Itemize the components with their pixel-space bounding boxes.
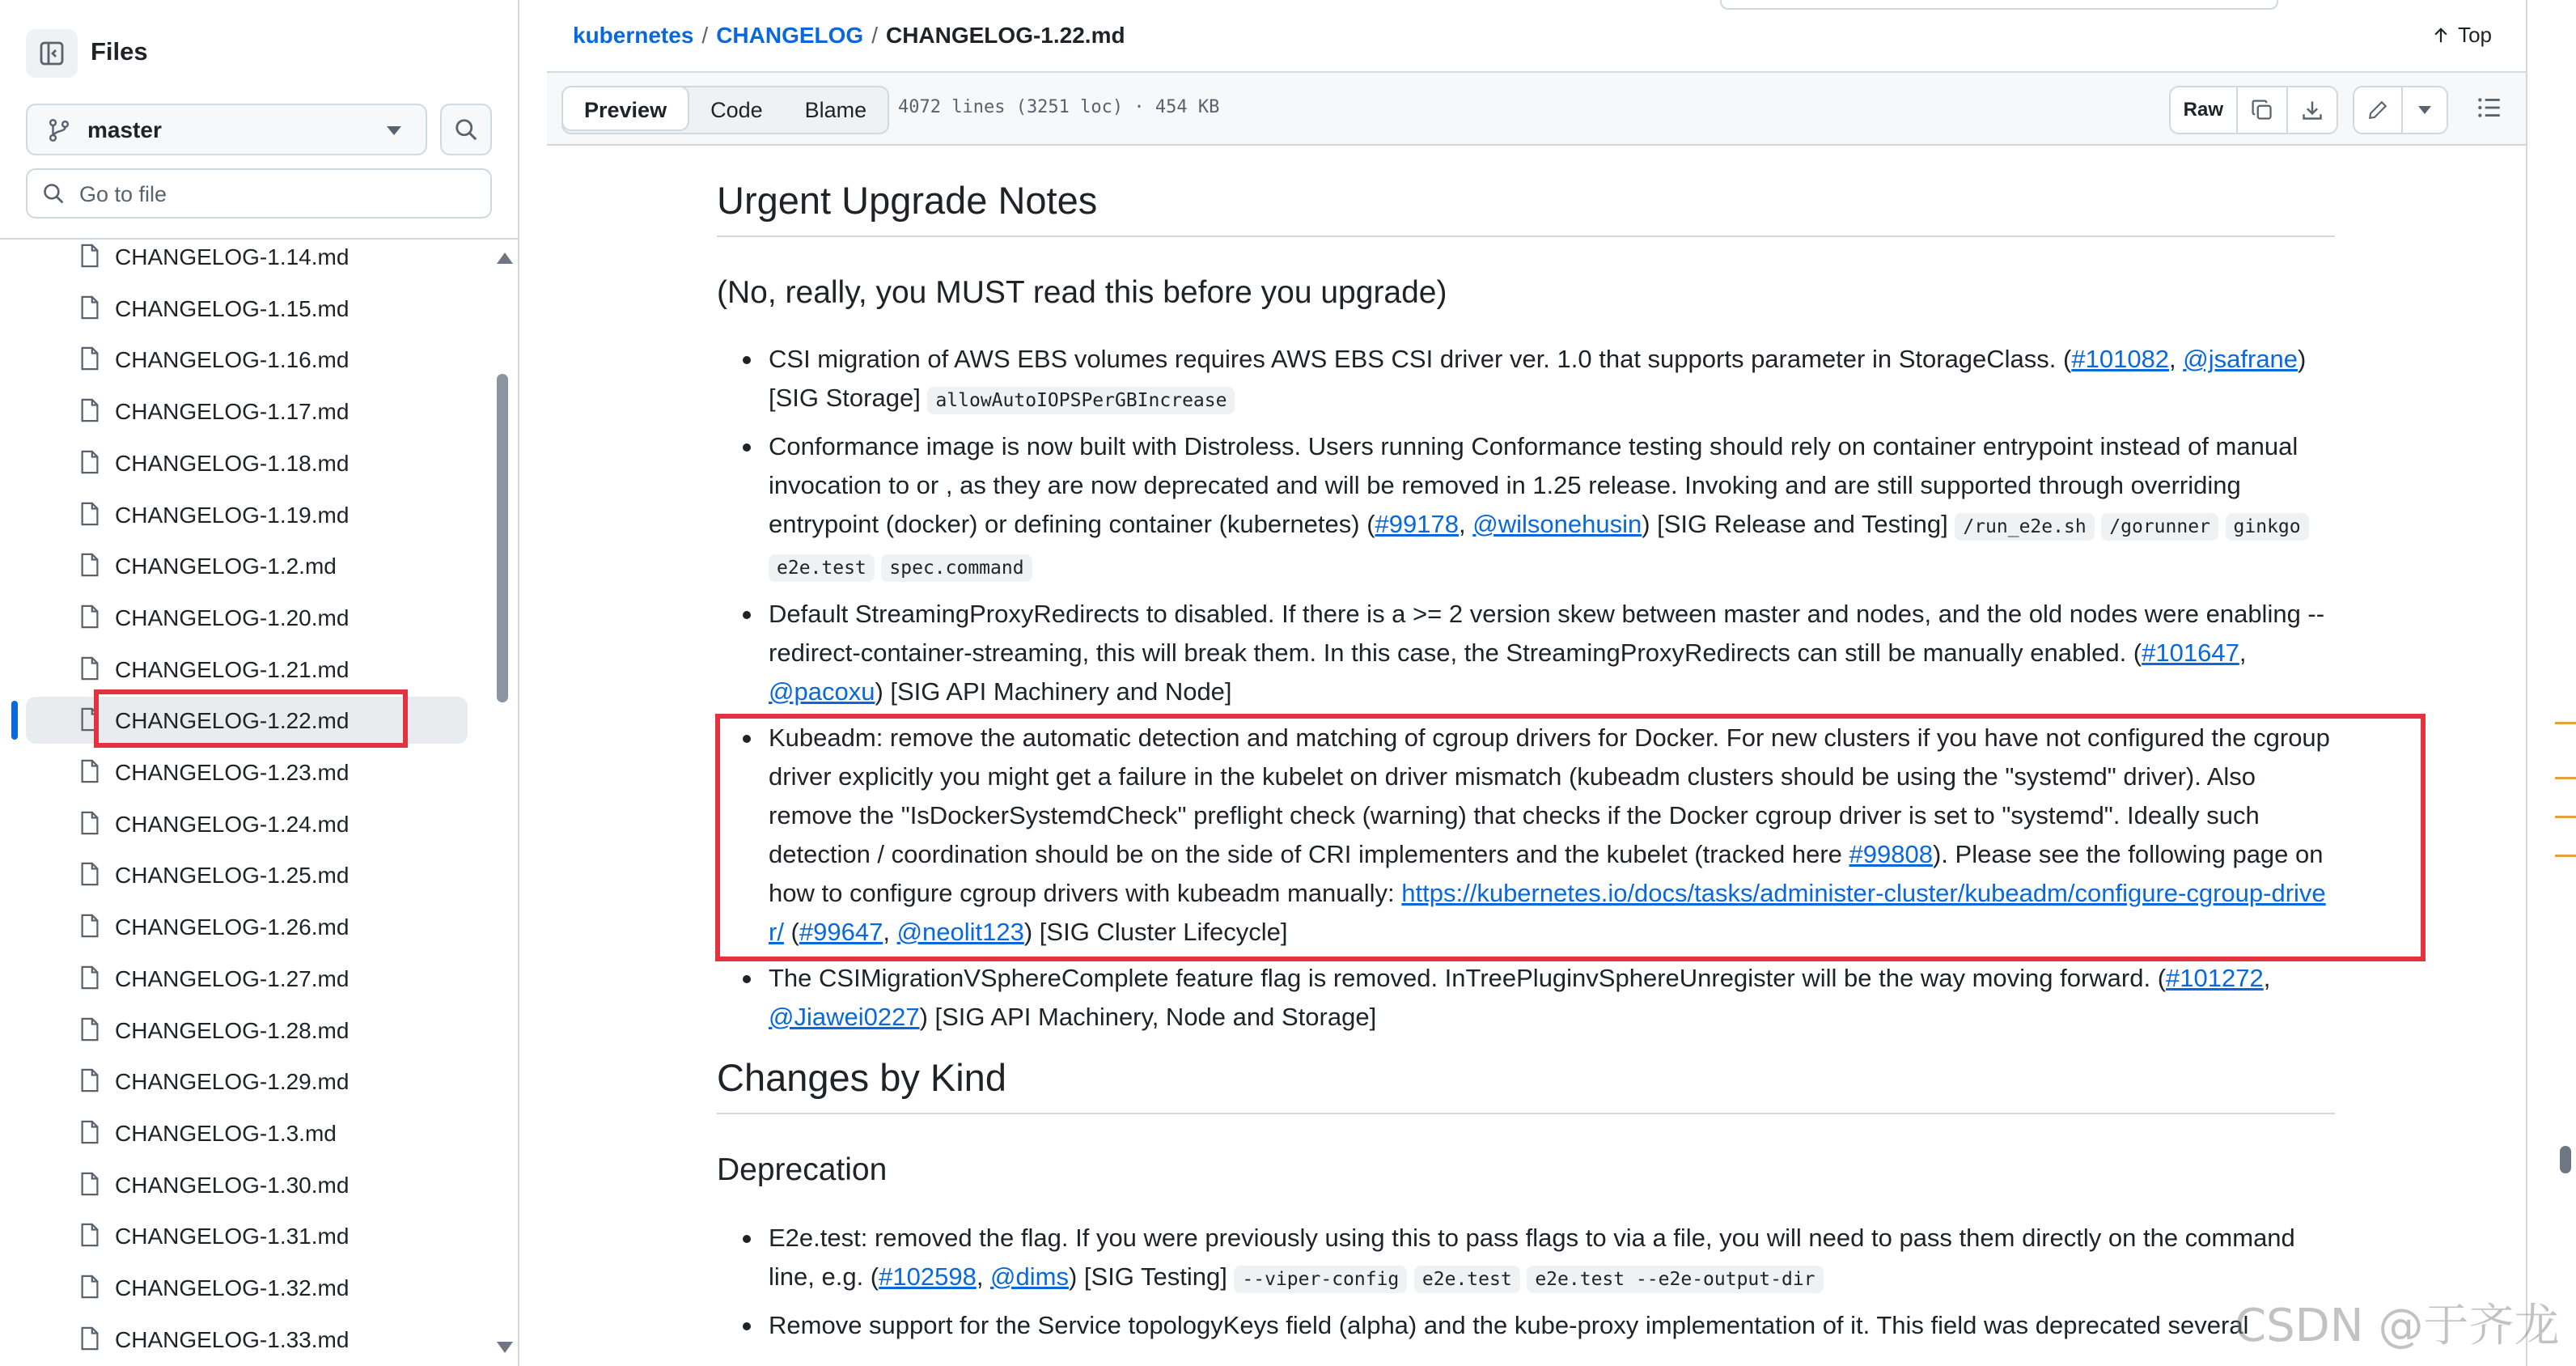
file-icon [79,1223,100,1247]
file-name: CHANGELOG-1.15.md [115,296,350,321]
deprecation-list [717,1219,2330,1352]
file-icon [79,965,100,990]
file-name: CHANGELOG-1.24.md [115,812,350,837]
tab-blame[interactable]: Blame [804,98,867,122]
author-link[interactable]: @neolit123 [896,918,1024,946]
file-icon [79,605,100,629]
go-to-file-input[interactable] [79,178,468,210]
urgent-notes-list [717,340,2330,1044]
markdown-body [717,146,2359,1366]
file-name: CHANGELOG-1.20.md [115,605,350,630]
file-tree-item[interactable] [26,1161,468,1208]
scroll-down-arrow-icon[interactable] [497,1342,513,1353]
top-label: Top [2458,23,2492,47]
file-icon [79,244,100,268]
active-file-marker [11,701,18,740]
file-icon [79,398,100,422]
search-icon [42,182,65,205]
file-view [547,0,2526,1366]
pr-link[interactable]: #99647 [799,918,883,946]
outline-button[interactable] [2476,94,2503,125]
file-icon [79,1326,100,1351]
go-to-file-field[interactable] [26,168,492,218]
file-name: CHANGELOG-1.21.md [115,657,350,682]
pr-link[interactable]: #101272 [2166,964,2264,992]
file-icon [79,811,100,835]
file-tree-item[interactable] [26,1007,468,1054]
download-icon [2301,99,2324,121]
file-icon [79,759,100,783]
download-button[interactable] [2288,87,2337,133]
file-tree-item[interactable] [26,491,468,538]
heading-urgent-upgrade-notes: Urgent Upgrade Notes [717,178,2335,237]
scroll-marker [2555,855,2576,857]
edit-options-button[interactable] [2403,87,2447,133]
list-item-highlighted: Kubeadm: remove the automatic detection and matching of cgroup drivers for Docker. For new clusters if you have not configured the cgroup driver explicitly you might get a failure in the kubelet on driver mismatch (kubeadm clusters should be using the "systemd" driver). Also remove the "IsDockerSystemdCheck" preflight check (warning) that checks if the Docker cgroup driver is set to "systemd". Ideally such detection / coordination should be on the side of CRI implementers and the kubelet (tracked here #99808). Please see the following page on how to configure cgroup drivers with kubeadm manually: https://kubernetes.io/docs/tasks/administer-cluster/kubeadm/configure-cgroup-driver/ (#99647, @neolit123) [SIG Cluster Lifecycle] [717,719,2330,952]
copy-icon [2251,99,2273,121]
file-tree-item[interactable] [26,749,468,795]
scroll-marker [2555,777,2576,779]
file-icon [79,295,100,320]
file-tree-item[interactable] [26,1212,468,1259]
scrollbar-thumb[interactable] [2560,1146,2571,1173]
file-name: CHANGELOG-1.2.md [115,554,337,579]
file-tree-item[interactable] [26,1264,468,1311]
file-tree-item[interactable] [26,388,468,435]
file-name: CHANGELOG-1.17.md [115,399,350,424]
scroll-marker [2555,722,2576,724]
arrow-up-icon [2432,26,2450,45]
file-tree-item[interactable] [26,646,468,693]
inline-code: /gorunner [2101,513,2218,541]
branch-selector[interactable] [26,104,427,155]
file-icon [79,1068,100,1092]
file-tree-item[interactable] [26,1316,468,1363]
raw-button[interactable]: Raw [2171,87,2238,133]
scrollbar-thumb[interactable] [497,374,508,702]
file-name: CHANGELOG-1.28.md [115,1018,350,1043]
chevron-down-icon [387,126,401,135]
file-name: CHANGELOG-1.29.md [115,1069,350,1094]
git-branch-icon [47,118,71,142]
collapse-sidebar-button[interactable] [26,29,78,78]
list-item: CSI migration of AWS EBS volumes requires AWS EBS CSI driver ver. 1.0 that supports parameter in StorageClass. (#101082, @jsafrane) [SIG Storage] allowAutoIOPSPerGBIncrease [717,340,2330,420]
pr-link[interactable]: #101647 [2142,638,2239,667]
file-icon [79,502,100,526]
docs-link[interactable]: https://kubernetes.io/docs/tasks/administer-cluster/kubeadm/configure-cgroup-driver/ [769,879,2326,946]
tab-preview[interactable]: Preview [561,86,689,131]
edit-button[interactable] [2354,87,2403,133]
copy-raw-button[interactable] [2238,87,2288,133]
list-unordered-icon [2476,94,2503,121]
search-button[interactable] [440,104,492,155]
list-item: The CSIMigrationVSphereComplete feature flag is removed. InTreePluginvSphereUnregister will be the way moving forward. (#101272, @Jiawei0227) [SIG API Machinery, Node and Storage] [717,959,2330,1037]
file-tree-item[interactable] [26,1109,468,1156]
heading-deprecation: Deprecation [717,1152,888,1187]
file-tree-item[interactable] [26,1058,468,1105]
author-link[interactable]: @pacoxu [769,677,875,706]
inline-code: spec.command [881,554,1032,582]
author-link[interactable]: @dims [990,1262,1069,1291]
file-name: CHANGELOG-1.25.md [115,863,350,888]
file-icon [79,1172,100,1196]
list-item: E2e.test: removed the flag. If you were previously using this to pass flags to via a file, you will need to pass them directly on the command line, e.g. (#102598, @dims) [SIG Testing] --viper-config e2e.test e2e.test --e2e-output-dir [717,1219,2330,1299]
breadcrumb: kubernetes / CHANGELOG / CHANGELOG-1.22.md [573,23,1125,48]
inline-code: e2e.test --e2e-output-dir [1527,1266,1823,1293]
list-item: Remove support for the Service topologyKeys field (alpha) and the kube-proxy implementation of it. This field was deprecated several [717,1306,2330,1345]
pr-link[interactable]: #102598 [879,1262,977,1291]
scroll-marker [2555,816,2576,818]
view-mode-tabs [561,86,889,134]
file-name: CHANGELOG-1.32.md [115,1275,350,1300]
file-name: CHANGELOG-1.31.md [115,1224,350,1249]
file-icon [79,914,100,938]
file-tree-item[interactable] [26,594,468,641]
inline-code: ginkgo [2226,513,2309,541]
inline-code: e2e.test [1414,1266,1520,1293]
search-icon [454,117,478,142]
file-icon [79,1017,100,1041]
inline-code: allowAutoIOPSPerGBIncrease [927,387,1235,414]
file-icon [79,862,100,886]
inline-code: /run_e2e.sh [1955,513,2094,541]
heading-changes-by-kind: Changes by Kind [717,1055,2335,1114]
author-link[interactable]: @jsafrane [2183,345,2298,373]
file-name: CHANGELOG-1.22.md [115,708,350,733]
file-name: CHANGELOG-1.33.md [115,1327,350,1352]
file-tree-item[interactable] [26,336,468,383]
file-icon [79,1120,100,1144]
edit-actions-group [2353,86,2448,134]
pencil-icon [2367,100,2388,121]
file-name: CHANGELOG-1.26.md [115,914,350,940]
file-icon [79,553,100,577]
file-name: CHANGELOG-1.23.md [115,760,350,785]
file-icon [79,656,100,681]
file-toolbar [547,71,2526,146]
inline-code: --viper-config [1234,1266,1407,1293]
breadcrumb-current-file: CHANGELOG-1.22.md [885,23,1125,48]
pr-link[interactable]: #99178 [1375,510,1459,538]
breadcrumb-repo-link[interactable]: kubernetes [573,23,694,48]
watermark: CSDN @于齐龙 [2235,1300,2560,1352]
file-tree [0,240,489,1366]
pr-link[interactable]: #101082 [2071,345,2170,373]
file-tree-item[interactable] [26,851,468,898]
file-tree-item[interactable] [26,903,468,950]
scroll-up-arrow-icon[interactable] [497,252,513,264]
file-name: CHANGELOG-1.18.md [115,451,350,476]
file-tree-item[interactable] [26,240,468,280]
file-header [547,0,2526,71]
chevron-down-icon [2418,106,2431,114]
branch-name: master [87,117,162,142]
file-name: CHANGELOG-1.3.md [115,1121,337,1146]
author-link[interactable]: @Jiawei0227 [769,1003,920,1031]
raw-actions-group [2169,86,2338,134]
file-name: CHANGELOG-1.19.md [115,503,350,528]
overlay-panel-edge [1720,0,2278,10]
file-name: CHANGELOG-1.27.md [115,966,350,991]
author-link[interactable]: @wilsonehusin [1472,510,1642,538]
file-tree-item[interactable] [26,285,468,332]
sidebar-header [0,0,518,240]
issue-link[interactable]: #99808 [1849,840,1933,868]
sidebar-title: Files [91,37,148,66]
file-tree-item[interactable] [26,800,468,847]
file-meta: 4072 lines (3251 loc) · 454 KB [898,97,1220,117]
page-scrollbar[interactable] [2526,0,2576,1366]
file-tree-sidebar [0,0,519,1366]
inline-code: e2e.test [769,554,875,582]
file-tree-item[interactable] [26,697,468,744]
tab-code[interactable]: Code [710,98,763,122]
file-tree-item[interactable] [26,542,468,589]
breadcrumb-folder-link[interactable]: CHANGELOG [716,23,864,48]
file-tree-item[interactable] [26,439,468,486]
file-tree-item[interactable] [26,955,468,1002]
file-icon [79,346,100,371]
sidebar-toggle-icon [39,40,65,66]
file-name: CHANGELOG-1.16.md [115,347,350,372]
heading-must-read: (No, really, you MUST read this before you upgrade) [717,275,1447,310]
file-icon [79,450,100,474]
list-item: Default StreamingProxyRedirects to disabled. If there is a >= 2 version skew between master and nodes, and the old nodes were enabling --redirect-container-streaming, this will break them. In this case, the StreamingProxyRedirects can still be manually enabled. (#101647, @pacoxu) [SIG API Machinery and Node] [717,595,2330,711]
file-name: CHANGELOG-1.30.md [115,1173,350,1198]
file-icon [79,707,100,732]
back-to-top-button[interactable] [2432,23,2492,48]
file-icon [79,1275,100,1299]
sidebar-scrollbar[interactable] [489,240,518,1366]
file-name: CHANGELOG-1.14.md [115,244,350,269]
list-item: Conformance image is now built with Distroless. Users running Conformance testing should rely on container entrypoint instead of manual invocation to or , as they are now deprecated and will be removed in 1.25 release. Invoking and are still supported through overriding entrypoint (docker) or defining container (kubernetes) (#99178, @wilsonehusin) [SIG Release and Testing] /run_e2e.sh /gorunner ginkgo e2e.test spec.command [717,427,2330,588]
